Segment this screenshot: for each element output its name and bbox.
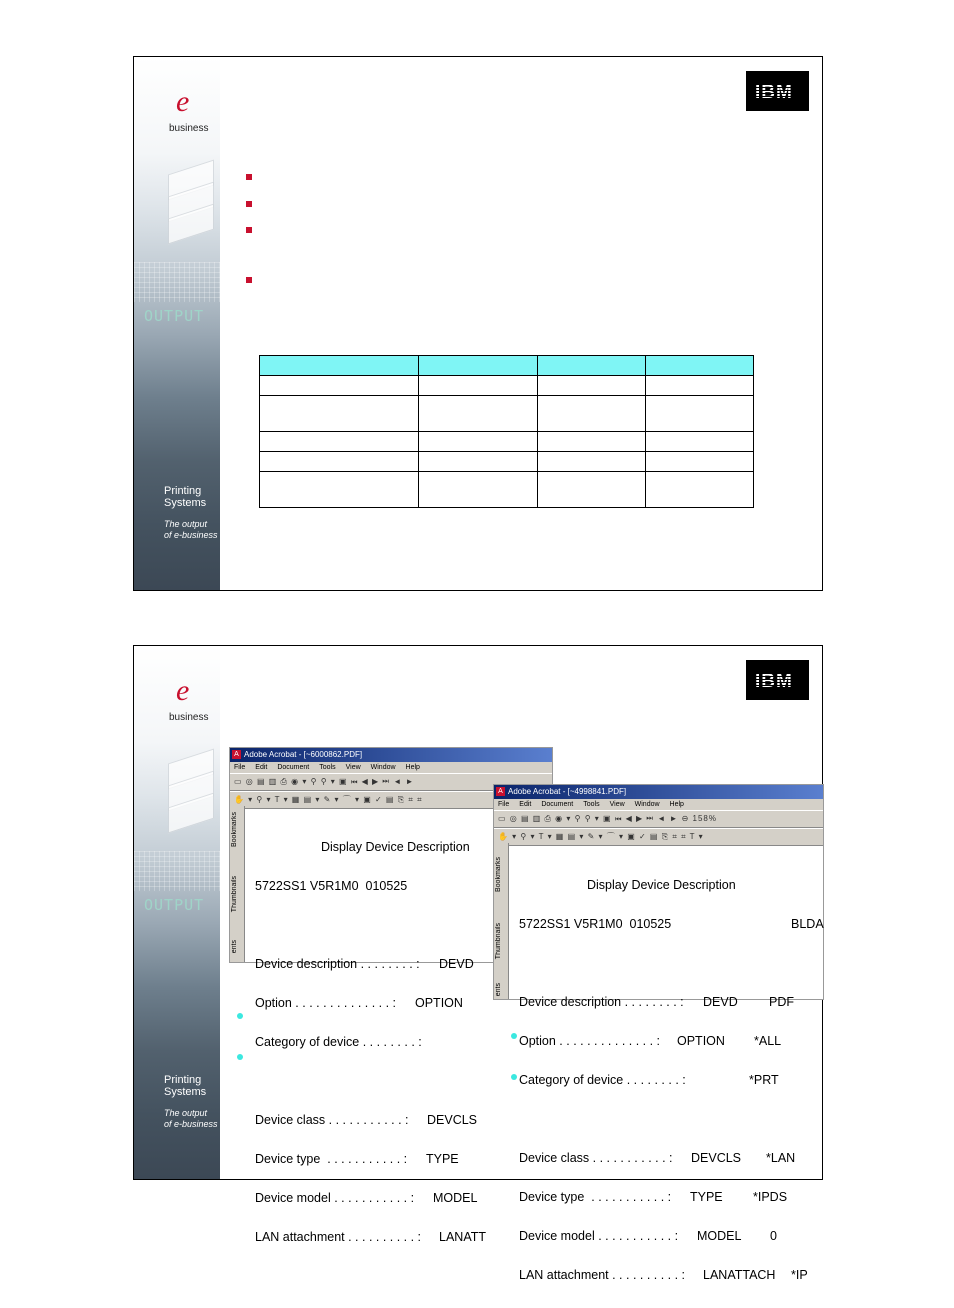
menu-file[interactable]: File xyxy=(498,801,510,808)
tab-thumbnails[interactable]: Thumbnails xyxy=(231,876,238,913)
tagline-line-2: of e-business xyxy=(164,1119,218,1129)
business-label: business xyxy=(169,123,209,134)
output-label: OUTPUT xyxy=(144,307,205,325)
field-label: Option . . . . . . . . . . . . . . : xyxy=(255,996,397,1010)
field-label: Device class . . . . . . . . . . . : xyxy=(255,1113,409,1127)
brand-line-1: Printing xyxy=(164,1074,202,1086)
brand-tagline xyxy=(164,519,218,541)
bullet-icon xyxy=(246,227,252,233)
window-title: Adobe Acrobat - [~6000862.PDF] xyxy=(244,750,363,759)
field-option xyxy=(255,997,470,1010)
spacer xyxy=(255,1075,470,1088)
tagline-line-2: of e-business xyxy=(164,530,218,540)
field-value: DEVD xyxy=(703,995,738,1009)
release-right: BLDA xyxy=(791,917,824,931)
field-device-model xyxy=(255,1191,478,1205)
menu-bar xyxy=(230,762,552,773)
field-label: Device class . . . . . . . . . . . : xyxy=(519,1151,673,1165)
slide-2 xyxy=(133,645,824,1282)
brand-name xyxy=(164,1074,206,1098)
field-extra: *IP xyxy=(791,1268,808,1282)
field-device-type xyxy=(255,1153,470,1166)
field-extra: *LAN xyxy=(766,1151,796,1165)
field-device-description xyxy=(255,957,474,971)
field-label: Category of device . . . . . . . . : xyxy=(519,1073,686,1087)
tab-comments[interactable]: ents xyxy=(495,983,502,997)
field-label: Device type . . . . . . . . . . . : xyxy=(255,1152,408,1166)
navigation-tabs xyxy=(494,843,509,999)
menu-help[interactable]: Help xyxy=(405,764,420,771)
tab-comments[interactable]: ents xyxy=(231,940,238,954)
field-label: Device description . . . . . . . . : xyxy=(255,957,420,971)
spacer xyxy=(519,957,736,970)
document-heading: Display Device Description xyxy=(321,840,470,854)
field-label: Device model . . . . . . . . . . . : xyxy=(255,1191,415,1205)
table-header-cell xyxy=(646,356,754,376)
table-cell xyxy=(419,396,538,432)
field-label: Device model . . . . . . . . . . . : xyxy=(519,1229,679,1243)
table-cell xyxy=(260,472,419,508)
field-value: LANATTACH xyxy=(703,1268,776,1282)
table-cell xyxy=(419,432,538,452)
field-category xyxy=(255,1036,470,1049)
toolbar-2[interactable]: ✋ ▾ ⚲ ▾ T ▾ ▦ ▤ ▾ ✎ ▾ ⌒ ▾ ▣ ✓ ▤ ⎘ ⌗ ⌗ T ▾ xyxy=(494,828,823,846)
zoom-level[interactable]: 158% xyxy=(692,814,717,823)
table-row xyxy=(260,376,754,396)
table-cell xyxy=(419,452,538,472)
field-value: DEVD xyxy=(439,957,474,971)
ibm-logo-text: IBM xyxy=(755,82,793,103)
table-cell xyxy=(538,396,646,432)
table-row xyxy=(260,396,754,432)
toolbar-1[interactable]: ▭ ◎ ▤ ▥ ⎙ ◉ ▾ ⚲ ⚲ ▾ ▣ ⏮ ◀ ▶ ⏭ ◄ ► xyxy=(230,773,552,791)
field-extra: *IPDS xyxy=(753,1190,788,1204)
menu-file[interactable]: File xyxy=(234,764,246,771)
table-header-cell xyxy=(260,356,419,376)
document-heading: Display Device Description xyxy=(587,878,736,892)
field-label: LAN attachment . . . . . . . . . . : xyxy=(519,1268,686,1282)
menu-bar xyxy=(494,799,823,810)
table-cell xyxy=(646,376,754,396)
menu-window[interactable]: Window xyxy=(634,801,660,808)
acrobat-window-2[interactable] xyxy=(493,784,824,1282)
table-cell xyxy=(646,396,754,432)
table-cell xyxy=(538,432,646,452)
output-label: OUTPUT xyxy=(144,896,205,914)
menu-view[interactable]: View xyxy=(345,764,361,771)
bullet-icon xyxy=(237,1054,243,1060)
toolbar-2[interactable]: ✋ ▾ ⚲ ▾ T ▾ ▦ ▤ ▾ ✎ ▾ ⌒ ▾ ▣ ✓ ▤ ⎘ ⌗ ⌗ xyxy=(230,791,552,809)
release-line: 5722SS1 V5R1M0 010525 xyxy=(255,879,408,893)
brand-name xyxy=(164,485,206,509)
field-extra: *PRT xyxy=(749,1073,779,1087)
table-header-row xyxy=(260,356,754,376)
field-label: Device description . . . . . . . . : xyxy=(519,995,684,1009)
table-cell xyxy=(538,376,646,396)
bullet-icon xyxy=(246,174,252,180)
menu-edit[interactable]: Edit xyxy=(255,764,268,771)
bullet-icon xyxy=(246,277,252,283)
menu-help[interactable]: Help xyxy=(669,801,684,808)
field-device-model xyxy=(519,1229,777,1243)
field-device-class xyxy=(519,1151,796,1165)
brand-line-1: Printing xyxy=(164,485,202,497)
brand-tagline xyxy=(164,1108,218,1130)
grid-pattern xyxy=(134,262,220,302)
field-label: Category of device . . . . . . . . : xyxy=(255,1035,422,1049)
e-logo-icon: e xyxy=(176,674,190,707)
sidebar-branding xyxy=(134,646,220,1179)
bullet-icon xyxy=(246,201,252,207)
field-option xyxy=(519,1034,782,1048)
field-value: TYPE xyxy=(426,1152,459,1166)
table-cell xyxy=(538,452,646,472)
tagline-line-1: The output xyxy=(164,519,208,529)
table-cell xyxy=(646,432,754,452)
acrobat-icon: A xyxy=(496,787,505,796)
table-header-cell xyxy=(538,356,646,376)
brand-line-2: Systems xyxy=(164,1086,207,1098)
field-value: DEVCLS xyxy=(691,1151,742,1165)
brand-line-2: Systems xyxy=(164,497,207,509)
tab-bookmarks[interactable]: Bookmarks xyxy=(495,857,502,893)
table-cell xyxy=(260,432,419,452)
field-label: Option . . . . . . . . . . . . . . : xyxy=(519,1034,661,1048)
field-value: MODEL xyxy=(433,1191,478,1205)
navigation-tabs xyxy=(230,806,245,962)
menu-document[interactable]: Document xyxy=(277,764,310,771)
table-cell xyxy=(419,376,538,396)
spacer xyxy=(255,919,470,932)
window-titlebar[interactable] xyxy=(494,785,823,799)
bullet-icon xyxy=(511,1033,517,1039)
table-cell xyxy=(419,472,538,508)
table-cell xyxy=(646,452,754,472)
field-value: OPTION xyxy=(415,996,463,1010)
field-device-type xyxy=(519,1190,788,1204)
menu-window[interactable]: Window xyxy=(370,764,396,771)
window-titlebar[interactable] xyxy=(230,748,552,762)
table-cell xyxy=(260,452,419,472)
table-header-cell xyxy=(419,356,538,376)
slide-1 xyxy=(133,56,823,591)
bullet-icon xyxy=(237,1013,243,1019)
bullet-icon xyxy=(511,1074,517,1080)
field-extra: *ALL xyxy=(754,1034,782,1048)
field-lan-attachment xyxy=(519,1268,808,1282)
table-cell xyxy=(646,472,754,508)
field-value: DEVCLS xyxy=(427,1113,478,1127)
table-cell xyxy=(538,472,646,508)
ibm-logo xyxy=(746,71,809,111)
grid-pattern xyxy=(134,851,220,891)
ibm-logo xyxy=(746,660,809,700)
release-text: 5722SS1 V5R1M0 010525 xyxy=(519,917,672,931)
tagline-line-1: The output xyxy=(164,1108,208,1118)
acrobat-icon: A xyxy=(232,750,241,759)
ibm-logo-text: IBM xyxy=(755,671,793,692)
tab-bookmarks[interactable]: Bookmarks xyxy=(231,812,238,848)
table-row xyxy=(260,452,754,472)
e-logo-icon: e xyxy=(176,85,190,118)
sidebar-branding xyxy=(134,57,220,590)
menu-tools[interactable]: Tools xyxy=(583,801,600,808)
field-extra: 0 xyxy=(770,1229,777,1243)
field-device-description xyxy=(519,995,794,1009)
menu-document[interactable]: Document xyxy=(541,801,574,808)
field-value: LANATT xyxy=(439,1230,486,1244)
field-extra: PDF xyxy=(769,995,794,1009)
data-table xyxy=(259,355,754,508)
table-row xyxy=(260,432,754,452)
business-label: business xyxy=(169,712,209,723)
field-value: TYPE xyxy=(690,1190,723,1204)
tab-thumbnails[interactable]: Thumbnails xyxy=(495,923,502,960)
table-cell xyxy=(260,396,419,432)
spacer xyxy=(519,1113,736,1126)
field-lan-attachment xyxy=(255,1230,486,1244)
field-value: OPTION xyxy=(677,1034,725,1048)
field-value: MODEL xyxy=(697,1229,742,1243)
release-line xyxy=(519,917,824,931)
document-content xyxy=(255,815,486,1270)
table-cell xyxy=(260,376,419,396)
window-title: Adobe Acrobat - [~4998841.PDF] xyxy=(508,787,627,796)
menu-edit[interactable]: Edit xyxy=(519,801,532,808)
field-device-class xyxy=(255,1113,478,1127)
field-category xyxy=(519,1073,779,1087)
field-label: Device type . . . . . . . . . . . : xyxy=(519,1190,672,1204)
toolbar-1[interactable]: ▭ ◎ ▤ ▥ ⎙ ◉ ▾ ⚲ ⚲ ▾ ▣ ⏮ ◀ ▶ ⏭ ◄ ► ⊖ 158% xyxy=(494,810,823,828)
menu-tools[interactable]: Tools xyxy=(319,764,336,771)
field-label: LAN attachment . . . . . . . . . . : xyxy=(255,1230,422,1244)
menu-view[interactable]: View xyxy=(609,801,625,808)
table-row xyxy=(260,472,754,508)
document-content xyxy=(519,853,824,1308)
